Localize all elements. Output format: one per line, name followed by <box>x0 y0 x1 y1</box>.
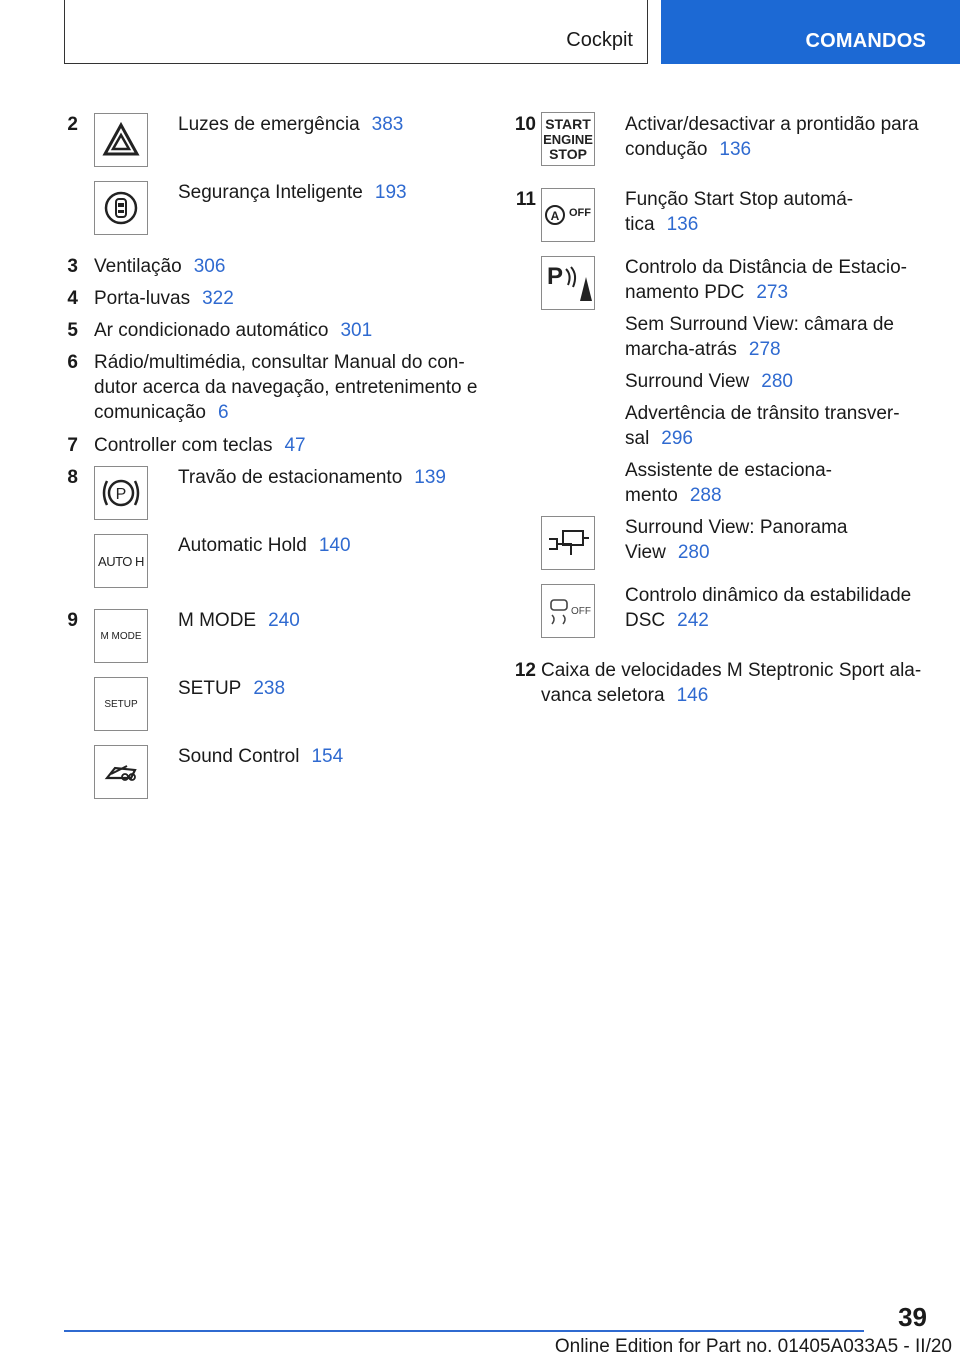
item-11c-text: Surround View: Panorama View 280 <box>625 517 848 563</box>
page-link[interactable]: 136 <box>719 139 752 160</box>
hazard-warning-icon <box>94 113 148 167</box>
item-3-text: Ventilação 306 <box>94 256 226 277</box>
m-mode-icon: M MODE <box>94 609 148 663</box>
svg-text:A: A <box>550 209 560 223</box>
item-9b-text: SETUP 238 <box>178 678 286 699</box>
header-chapter-tab <box>661 0 960 64</box>
page-link[interactable]: 278 <box>748 339 781 360</box>
item-8a-text: Travão de estacionamento 139 <box>178 467 446 488</box>
item-9a-text: M MODE 240 <box>178 610 300 631</box>
footer-divider <box>64 1330 864 1332</box>
item-4-text: Porta-luvas 322 <box>94 288 234 309</box>
auto-start-stop-off-icon: A OFF <box>541 188 595 242</box>
dsc-off-icon: OFF <box>541 584 595 638</box>
page-link[interactable]: 296 <box>661 428 693 449</box>
setup-icon: SETUP <box>94 677 148 731</box>
item-6-text: Rádio/multimédia, consultar Manual do con- dutor acerca da navegação, entretenimento e comunicação 6 <box>94 352 478 423</box>
page-link[interactable]: 306 <box>193 256 226 277</box>
item-7-text: Controller com teclas 47 <box>94 435 306 456</box>
page-link[interactable]: 238 <box>253 678 286 699</box>
item-number-2: 2 <box>67 114 78 135</box>
header-section-title: Cockpit <box>566 29 633 51</box>
item-11b-text: Controlo da Distância de Estacio- namento PDC 273 Sem Surround View: câmara de marcha-atrás 278 Surround View 280 Advertência de trânsito transver- sal 296 Assistente de estaciona- mento 288 <box>625 257 907 506</box>
item-number-11: 11 <box>515 189 536 210</box>
page-number: 39 <box>898 1302 927 1332</box>
page-link[interactable]: 47 <box>284 435 306 456</box>
item-8b-text: Automatic Hold 140 <box>178 535 351 556</box>
page-link[interactable]: 146 <box>676 685 709 706</box>
item-number-7: 7 <box>67 435 78 456</box>
panorama-view-icon <box>541 516 595 570</box>
parking-brake-icon <box>94 466 148 520</box>
header-chapter-title: COMANDOS <box>805 30 926 52</box>
page-link[interactable]: 322 <box>202 288 234 309</box>
page-link[interactable]: 301 <box>340 320 373 341</box>
item-2b-text: Segurança Inteligente 193 <box>178 182 407 203</box>
page-link[interactable]: 154 <box>311 746 344 767</box>
page-link[interactable]: 383 <box>371 114 404 135</box>
page-link[interactable]: 280 <box>677 542 710 563</box>
header-section-box <box>64 0 648 64</box>
item-11a-text: Função Start Stop automá- tica 136 <box>625 189 854 235</box>
item-number-5: 5 <box>67 320 78 341</box>
page-link[interactable]: 193 <box>374 182 407 203</box>
item-2a-text: Luzes de emergência 383 <box>178 114 404 135</box>
item-number-3: 3 <box>67 256 78 277</box>
item-12-text: Caixa de velocidades M Steptronic Sport ala- vanca seletora 146 <box>541 660 922 706</box>
item-number-8: 8 <box>67 467 78 488</box>
page-link[interactable]: 136 <box>666 214 699 235</box>
sound-control-icon <box>94 745 148 799</box>
svg-text:P: P <box>115 486 127 503</box>
park-distance-control-icon: P <box>541 256 595 310</box>
footer-edition: Online Edition for Part no. 01405A033A5 - II/20 <box>554 1336 952 1357</box>
item-number-4: 4 <box>67 288 78 309</box>
page-link[interactable]: 280 <box>761 371 793 392</box>
item-number-12: 12 <box>514 660 536 681</box>
item-9c-text: Sound Control 154 <box>178 746 344 767</box>
page-link[interactable]: 140 <box>318 535 351 556</box>
page-link[interactable]: 242 <box>677 610 709 631</box>
page-link[interactable]: 273 <box>756 282 789 303</box>
item-11d-text: Controlo dinâmico da estabilidade DSC 242 <box>625 585 912 631</box>
item-number-10: 10 <box>514 114 536 135</box>
item-10-text: Activar/desactivar a prontidão para condução 136 <box>625 114 919 160</box>
page-link[interactable]: 139 <box>414 467 446 488</box>
page-link[interactable]: 288 <box>689 485 722 506</box>
auto-hold-icon: AUTO H <box>94 534 148 588</box>
page-link[interactable]: 6 <box>217 402 229 423</box>
intelligent-safety-icon <box>94 181 148 235</box>
start-stop-button-icon: START ENGINE STOP <box>541 112 595 166</box>
item-5-text: Ar condicionado automático 301 <box>94 320 373 341</box>
page-link[interactable]: 240 <box>268 610 300 631</box>
item-number-9: 9 <box>67 610 78 631</box>
item-number-6: 6 <box>67 352 78 373</box>
